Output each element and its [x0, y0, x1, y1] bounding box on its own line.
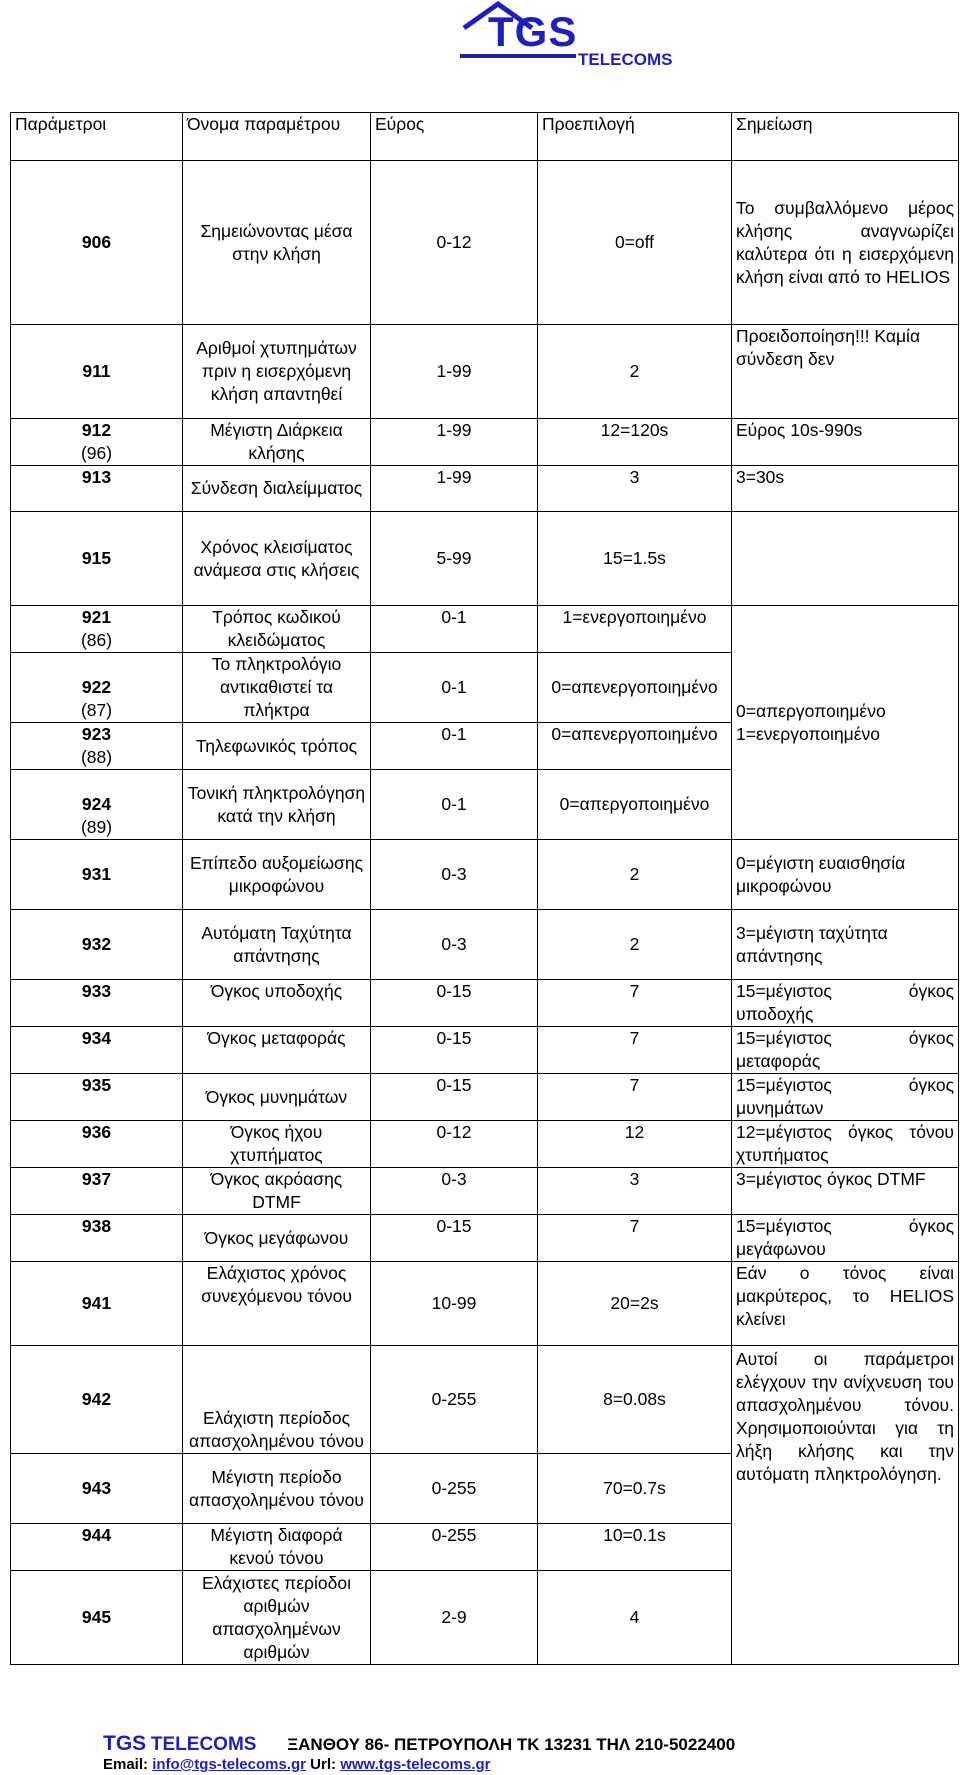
param-number: 913 — [11, 466, 183, 512]
param-name: Μέγιστη διαφορά κενού τόνου — [183, 1524, 371, 1571]
param-default: 4 — [538, 1571, 732, 1665]
param-number: 935 — [11, 1074, 183, 1121]
param-name: Όγκος μεταφοράς — [183, 1027, 371, 1074]
param-name: Το πληκτρολόγιο αντικαθιστεί τα πλήκτρα — [183, 653, 371, 723]
param-name: Μέγιστη Διάρκεια κλήσης — [183, 419, 371, 466]
parameters-table — [10, 112, 959, 1665]
param-number-main: 924 — [81, 794, 112, 814]
param-range: 0-15 — [371, 1215, 538, 1262]
param-default: 3 — [538, 466, 732, 512]
param-name: Ελάχιστη περίοδος απασχολημένου τόνου — [183, 1346, 371, 1454]
param-name: Μέγιστη περίοδο απασχολημένου τόνου — [183, 1454, 371, 1524]
param-name: Τρόπος κωδικού κλειδώματος — [183, 606, 371, 653]
param-default: 2 — [538, 840, 732, 910]
param-name: Όγκος μεγάφωνου — [183, 1215, 371, 1262]
param-note: 12=μέγιστος όγκος τόνου χτυπήματος — [732, 1121, 959, 1168]
header-note: Σημείωση — [732, 113, 959, 161]
table-row — [11, 466, 959, 512]
param-note-shared: Αυτοί οι παράμετροι ελέγχουν την ανίχνευση του απασχολημένου τόνου. Χρησιμοποιούνται για τη λήξη κλήσης και την αυτόματη πληκτρολόγηση. — [732, 1346, 959, 1665]
param-name: Επίπεδο αυξομείωσης μικροφώνου — [183, 840, 371, 910]
param-default: 2 — [538, 325, 732, 419]
param-name: Ελάχιστος χρόνος συνεχόμενου τόνου — [183, 1262, 371, 1346]
param-note: 15=μέγιστος όγκος μυνημάτων — [732, 1074, 959, 1121]
table-row — [11, 161, 959, 325]
param-range: 0-1 — [371, 606, 538, 653]
param-number: 915 — [11, 512, 183, 606]
param-note: Εύρος 10s-990s — [732, 419, 959, 466]
param-number: 944 — [11, 1524, 183, 1571]
param-number: 945 — [11, 1571, 183, 1665]
param-number: 911 — [11, 325, 183, 419]
footer-url-link[interactable]: www.tgs-telecoms.gr — [340, 1756, 491, 1773]
table-row — [11, 1262, 959, 1346]
table-row — [11, 1215, 959, 1262]
param-default: 0=απεργοποιημένο — [538, 770, 732, 840]
page-footer — [103, 1732, 943, 1773]
param-number-main: 921 — [81, 607, 112, 627]
param-name: Τηλεφωνικός τρόπος — [183, 723, 371, 770]
param-note-shared — [732, 606, 959, 840]
param-note-empty — [732, 512, 959, 606]
param-number: 931 — [11, 840, 183, 910]
footer-contact-line — [103, 1756, 943, 1773]
param-name: Όγκος μυνημάτων — [183, 1074, 371, 1121]
param-default: 20=2s — [538, 1262, 732, 1346]
table-row — [11, 1027, 959, 1074]
param-default: 7 — [538, 980, 732, 1027]
param-number-alt: (89) — [80, 817, 113, 837]
param-default: 0=απενεργοποιημένο — [538, 723, 732, 770]
param-number: 906 — [11, 161, 183, 325]
param-note-text: 0=απεργοποιημένο 1=ενεργοποιημένο — [736, 700, 886, 744]
param-range: 0-12 — [371, 161, 538, 325]
table-row — [11, 419, 959, 466]
param-number — [11, 723, 183, 770]
footer-url-label: Url: — [310, 1756, 337, 1773]
param-name: Αριθμοί χτυπημάτων πριν η εισερχόμενη κλήση απαντηθεί — [183, 325, 371, 419]
param-note: 3=30s — [732, 466, 959, 512]
param-default: 8=0.08s — [538, 1346, 732, 1454]
param-note: Προειδοποίηση!!! Καμία σύνδεση δεν — [732, 325, 959, 419]
param-name: Όγκος υποδοχής — [183, 980, 371, 1027]
param-note: 15=μέγιστος όγκος μεταφοράς — [732, 1027, 959, 1074]
param-range: 5-99 — [371, 512, 538, 606]
param-range: 0-1 — [371, 723, 538, 770]
table-header-row — [11, 113, 959, 161]
param-note: Εάν ο τόνος είναι μακρύτερος, το HELIOS κλείνει — [732, 1262, 959, 1346]
param-number: 932 — [11, 910, 183, 980]
param-range: 0-3 — [371, 1168, 538, 1215]
param-range: 0-15 — [371, 1027, 538, 1074]
param-note: 15=μέγιστος όγκος υποδοχής — [732, 980, 959, 1027]
param-default: 70=0.7s — [538, 1454, 732, 1524]
param-name: Αυτόματη Ταχύτητα απάντησης — [183, 910, 371, 980]
param-name: Ελάχιστες περίοδοι αριθμών απασχολημένων αριθμών — [183, 1571, 371, 1665]
param-range: 1-99 — [371, 466, 538, 512]
param-number — [11, 606, 183, 653]
param-number: 936 — [11, 1121, 183, 1168]
header-range: Εύρος — [371, 113, 538, 161]
param-number — [11, 770, 183, 840]
table-row — [11, 1168, 959, 1215]
param-default: 3 — [538, 1168, 732, 1215]
table-row — [11, 840, 959, 910]
param-number: 938 — [11, 1215, 183, 1262]
table-row — [11, 980, 959, 1027]
param-range: 0-15 — [371, 980, 538, 1027]
param-number-main: 923 — [81, 724, 112, 744]
param-default: 0=off — [538, 161, 732, 325]
table-row — [11, 606, 959, 653]
table-row — [11, 910, 959, 980]
param-range: 0-15 — [371, 1074, 538, 1121]
table-row — [11, 512, 959, 606]
param-note: 15=μέγιστος όγκος μεγάφωνου — [732, 1215, 959, 1262]
param-number — [11, 419, 183, 466]
param-range: 2-9 — [371, 1571, 538, 1665]
param-range: 0-3 — [371, 910, 538, 980]
param-note: 3=μέγιστος όγκος DTMF — [732, 1168, 959, 1215]
param-name: Τονική πληκτρολόγηση κατά την κλήση — [183, 770, 371, 840]
param-range: 1-99 — [371, 419, 538, 466]
logo-subtitle: TELECOMS — [578, 50, 673, 69]
table-row — [11, 1346, 959, 1454]
table-row — [11, 325, 959, 419]
header-name: Όνομα παραμέτρου — [183, 113, 371, 161]
param-range: 0-255 — [371, 1454, 538, 1524]
param-default: 15=1.5s — [538, 512, 732, 606]
param-number: 934 — [11, 1027, 183, 1074]
param-note: 3=μέγιστη ταχύτητα απάντησης — [732, 910, 959, 980]
table-row — [11, 1074, 959, 1121]
param-range: 0-1 — [371, 653, 538, 723]
param-note: 0=μέγιστη ευαισθησία μικροφώνου — [732, 840, 959, 910]
param-number-main: 912 — [81, 420, 112, 440]
param-range: 10-99 — [371, 1262, 538, 1346]
param-range: 0-255 — [371, 1346, 538, 1454]
logo-brand: TGS — [488, 8, 578, 55]
param-note: Το συμβαλλόμενο μέρος κλήσης αναγνωρίζει καλύτερα ότι η εισερχόμενη κλήση είναι από το HELIOS — [732, 161, 959, 325]
param-name: Όγκος ακρόασης DTMF — [183, 1168, 371, 1215]
param-range: 1-99 — [371, 325, 538, 419]
param-number: 941 — [11, 1262, 183, 1346]
param-number — [11, 653, 183, 723]
header-param: Παράμετροι — [11, 113, 183, 161]
param-default: 0=απενεργοποιημένο — [538, 653, 732, 723]
param-range: 0-12 — [371, 1121, 538, 1168]
param-default: 7 — [538, 1027, 732, 1074]
param-name: Όγκος ήχου χτυπήματος — [183, 1121, 371, 1168]
footer-subtitle: TELECOMS — [150, 1734, 257, 1755]
param-default: 7 — [538, 1215, 732, 1262]
param-default: 1=ενεργοποιημένο — [538, 606, 732, 653]
footer-brand: TGS — [103, 1732, 147, 1755]
param-default: 12 — [538, 1121, 732, 1168]
param-number-alt: (86) — [80, 630, 113, 650]
company-logo — [458, 0, 688, 75]
footer-email-link[interactable]: info@tgs-telecoms.gr — [152, 1756, 306, 1773]
param-number: 933 — [11, 980, 183, 1027]
param-default: 12=120s — [538, 419, 732, 466]
param-number-alt: (88) — [80, 747, 113, 767]
param-number: 942 — [11, 1346, 183, 1454]
param-number-main: 922 — [81, 677, 112, 697]
table-row — [11, 1121, 959, 1168]
param-name: Σύνδεση διαλείμματος — [183, 466, 371, 512]
param-name: Χρόνος κλεισίματος ανάμεσα στις κλήσεις — [183, 512, 371, 606]
param-range: 0-255 — [371, 1524, 538, 1571]
param-range: 0-1 — [371, 770, 538, 840]
param-number: 943 — [11, 1454, 183, 1524]
footer-address: ΞΑΝΘΟΥ 86- ΠΕΤΡΟΥΠΟΛΗ ΤΚ 13231 ΤΗΛ 210-5022400 — [287, 1735, 736, 1754]
param-range: 0-3 — [371, 840, 538, 910]
footer-email-label: Email: — [103, 1756, 149, 1773]
param-number-alt: (87) — [80, 700, 113, 720]
param-default: 2 — [538, 910, 732, 980]
footer-company-line — [103, 1732, 943, 1756]
param-name: Σημειώνοντας μέσα στην κλήση — [183, 161, 371, 325]
param-default: 10=0.1s — [538, 1524, 732, 1571]
header-default: Προεπιλογή — [538, 113, 732, 161]
param-default: 7 — [538, 1074, 732, 1121]
param-number-alt: (96) — [80, 443, 113, 463]
param-number: 937 — [11, 1168, 183, 1215]
